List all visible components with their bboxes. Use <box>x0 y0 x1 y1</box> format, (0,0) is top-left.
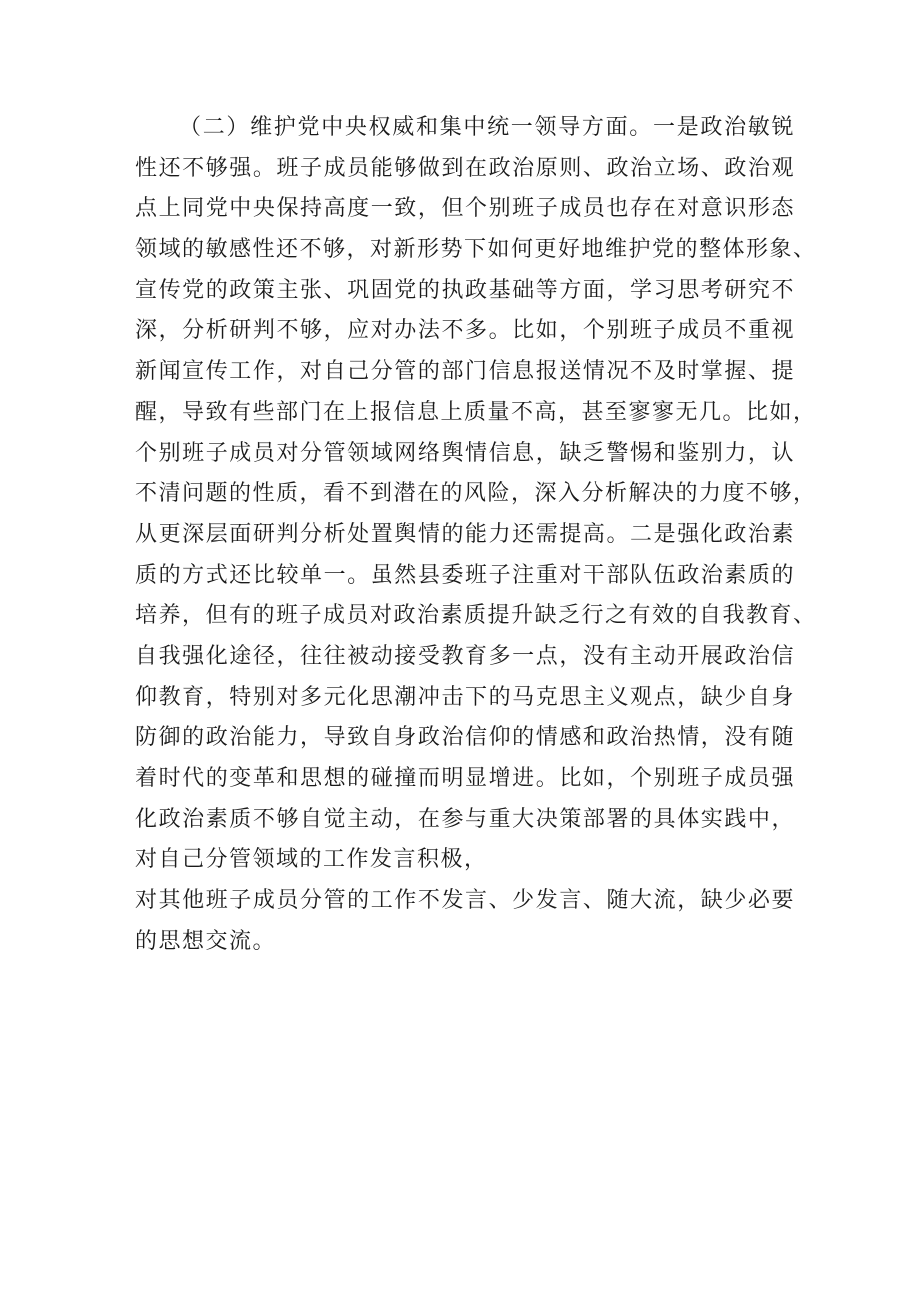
text-line-14: 自我强化途径，往往被动接受教育多一点，没有主动开展政治信 <box>135 643 795 669</box>
text-line-16: 防御的政治能力，导致自身政治信仰的情感和政治热情，没有随 <box>135 725 795 751</box>
text-line-1: （二）维护党中央权威和集中统一领导方面。一是政治敏锐 <box>179 115 795 140</box>
text-line-15: 仰教育，特别对多元化思潮冲击下的马克思主义观点，缺少自身 <box>135 684 795 710</box>
text-line-18: 化政治素质不够自觉主动，在参与重大决策部署的具体实践中， <box>135 806 795 832</box>
text-line-2: 性还不够强。班子成员能够做到在政治原则、政治立场、政治观 <box>135 155 795 181</box>
text-line-5: 宣传党的政策主张、巩固党的执政基础等方面，学习思考研究不 <box>135 277 795 303</box>
text-line-7: 新闻宣传工作，对自己分管的部门信息报送情况不及时掌握、提 <box>135 359 795 385</box>
text-line-8: 醒，导致有些部门在上报信息上质量不高，甚至寥寥无几。比如， <box>135 399 817 425</box>
text-line-3: 点上同党中央保持高度一致，但个别班子成员也存在对意识形态 <box>135 196 795 222</box>
text-line-6: 深，分析研判不够，应对办法不多。比如，个别班子成员不重视 <box>135 318 795 344</box>
text-line-17: 着时代的变革和思想的碰撞而明显增进。比如，个别班子成员强 <box>135 766 795 791</box>
text-line-10: 不清问题的性质，看不到潜在的风险，深入分析解决的力度不够， <box>135 481 817 507</box>
text-line-11: 从更深层面研判分析处置舆情的能力还需提高。二是强化政治素 <box>135 521 795 547</box>
text-line-9: 个别班子成员对分管领域网络舆情信息，缺乏警惕和鉴别力，认 <box>135 440 795 466</box>
text-line-4: 领域的敏感性还不够，对新形势下如何更好地维护党的整体形象、 <box>135 237 817 263</box>
text-line-12: 质的方式还比较单一。虽然县委班子注重对干部队伍政治素质的 <box>135 562 795 588</box>
text-line-20: 对其他班子成员分管的工作不发言、少发言、随大流，缺少必要 <box>135 888 795 914</box>
body-paragraph <box>135 108 817 962</box>
text-line-19: 对自己分管领域的工作发言积极， <box>135 847 488 873</box>
text-line-21: 的思想交流。 <box>135 928 277 954</box>
text-line-13: 培养，但有的班子成员对政治素质提升缺乏行之有效的自我教育、 <box>135 603 817 629</box>
